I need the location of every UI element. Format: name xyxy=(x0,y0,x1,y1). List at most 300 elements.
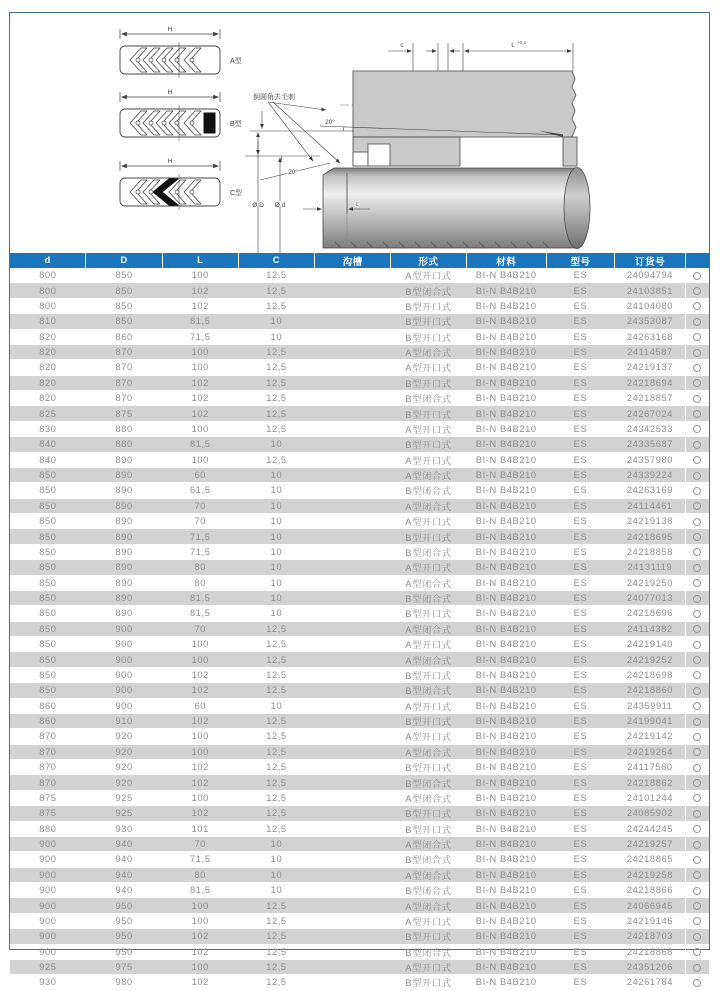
table-cell: 910 xyxy=(115,716,133,727)
table-cell: 890 xyxy=(115,562,133,573)
availability-circle-icon xyxy=(693,656,701,664)
availability-cell xyxy=(685,344,709,359)
table-cell: 71,5 xyxy=(190,854,211,865)
availability-circle-icon xyxy=(693,272,701,280)
table-row xyxy=(10,883,709,898)
table-cell: 12,5 xyxy=(266,347,287,358)
table-cell: 100 xyxy=(191,454,209,465)
table-cell: 24219137 xyxy=(626,362,674,373)
table-cell: B型开口式 xyxy=(405,409,452,420)
table-cell: ES xyxy=(573,885,588,896)
column-header: 订货号 xyxy=(615,253,686,268)
dim-h-label-a: H xyxy=(167,26,173,33)
table-cell: BI-N B4B210 xyxy=(475,746,537,757)
table-cell: 24263169 xyxy=(626,485,674,496)
availability-cell xyxy=(685,975,709,990)
availability-circle-icon xyxy=(693,641,701,649)
table-cell: A型开口式 xyxy=(405,271,452,282)
table-cell: 850 xyxy=(115,270,133,281)
table-row xyxy=(10,344,709,359)
table-row xyxy=(10,314,709,329)
table-cell: 24219138 xyxy=(626,516,674,527)
table-cell: 10 xyxy=(270,593,283,604)
table-cell xyxy=(315,652,391,667)
availability-cell xyxy=(685,437,709,452)
table-cell: 24218695 xyxy=(626,531,674,542)
table-cell: 850 xyxy=(115,316,133,327)
availability-circle-icon xyxy=(693,379,701,387)
table-cell xyxy=(315,514,391,529)
table-cell: BI-N B4B210 xyxy=(475,377,537,388)
table-cell: 920 xyxy=(115,777,133,788)
table-cell: B型开口式 xyxy=(405,763,452,774)
table-cell: ES xyxy=(573,362,588,373)
table-cell: ES xyxy=(573,439,588,450)
table-cell: 900 xyxy=(39,900,57,911)
availability-cell xyxy=(685,913,709,928)
table-cell: 850 xyxy=(39,593,57,604)
table-row xyxy=(10,698,709,713)
table-cell: A型闭合式 xyxy=(405,624,452,635)
table-cell: A型闭合式 xyxy=(405,747,452,758)
table-cell: 12,5 xyxy=(266,731,287,742)
table-cell xyxy=(315,806,391,821)
table-row xyxy=(10,944,709,959)
table-cell: 875 xyxy=(115,408,133,419)
availability-circle-icon xyxy=(693,964,701,972)
table-cell: B型闭合式 xyxy=(405,778,452,789)
availability-cell xyxy=(685,590,709,605)
table-cell: 70 xyxy=(194,839,207,850)
table-cell: 12,5 xyxy=(266,423,287,434)
table-cell: BI-N B4B210 xyxy=(475,931,537,942)
table-cell: BI-N B4B210 xyxy=(475,454,537,465)
table-cell: 830 xyxy=(39,423,57,434)
table-cell xyxy=(315,544,391,559)
table-cell: 875 xyxy=(39,792,57,803)
table-cell: BI-N B4B210 xyxy=(475,685,537,696)
table-cell: 12,5 xyxy=(266,946,287,957)
table-cell: ES xyxy=(573,762,588,773)
dim-c-top-label: c xyxy=(400,42,404,49)
table-cell xyxy=(315,575,391,590)
table-cell: 71,5 xyxy=(190,531,211,542)
table-cell: B型开口式 xyxy=(405,670,452,681)
availability-circle-icon xyxy=(693,948,701,956)
table-cell: 840 xyxy=(39,439,57,450)
column-header: 形式 xyxy=(391,253,467,268)
table-cell: A型开口式 xyxy=(405,916,452,927)
table-cell: 890 xyxy=(115,516,133,527)
table-cell: ES xyxy=(573,608,588,619)
table-cell xyxy=(315,375,391,390)
table-cell: 12,5 xyxy=(266,762,287,773)
table-header-row xyxy=(10,253,709,268)
table-cell: BI-N B4B210 xyxy=(475,716,537,727)
table-cell: 24218703 xyxy=(626,931,674,942)
availability-circle-icon xyxy=(693,595,701,603)
table-cell: 12,5 xyxy=(266,362,287,373)
shaft xyxy=(323,168,577,248)
table-cell: BI-N B4B210 xyxy=(475,962,537,973)
angle-upper-label: 20° xyxy=(325,119,335,126)
table-cell xyxy=(315,360,391,375)
table-cell: 12,5 xyxy=(266,962,287,973)
table-cell: 800 xyxy=(39,270,57,281)
table-cell: 10 xyxy=(270,854,283,865)
table-cell: 70 xyxy=(194,500,207,511)
table-cell: BI-N B4B210 xyxy=(475,577,537,588)
table-cell: ES xyxy=(573,746,588,757)
table-cell: 900 xyxy=(115,639,133,650)
table-cell: BI-N B4B210 xyxy=(475,316,537,327)
table-cell: 12,5 xyxy=(266,669,287,680)
table-cell: BI-N B4B210 xyxy=(475,500,537,511)
table-cell: 900 xyxy=(115,654,133,665)
table-cell: 24219142 xyxy=(626,731,674,742)
availability-circle-icon xyxy=(693,779,701,787)
table-row xyxy=(10,975,709,990)
availability-cell xyxy=(685,944,709,959)
table-cell: 81,5 xyxy=(190,593,211,604)
table-cell: 24104080 xyxy=(626,300,674,311)
table-cell xyxy=(315,637,391,652)
table-cell: ES xyxy=(573,623,588,634)
availability-cell xyxy=(685,898,709,913)
table-cell: ES xyxy=(573,700,588,711)
size-table xyxy=(10,253,709,991)
table-cell: ES xyxy=(573,546,588,557)
table-cell: 24101244 xyxy=(626,792,674,803)
availability-circle-icon xyxy=(693,441,701,449)
availability-cell xyxy=(685,329,709,344)
availability-cell xyxy=(685,667,709,682)
table-cell: 12,5 xyxy=(266,746,287,757)
table-row xyxy=(10,406,709,421)
availability-circle-icon xyxy=(693,302,701,310)
table-cell: 10 xyxy=(270,700,283,711)
table-cell: 70 xyxy=(194,516,207,527)
table-cell: 100 xyxy=(191,639,209,650)
table-row xyxy=(10,652,709,667)
availability-circle-icon xyxy=(693,810,701,818)
table-cell: 70 xyxy=(194,623,207,634)
table-row xyxy=(10,929,709,944)
table-cell xyxy=(315,421,391,436)
table-row xyxy=(10,467,709,482)
table-cell: B型开口式 xyxy=(405,809,452,820)
table-cell: 102 xyxy=(191,777,209,788)
table-cell: 71,5 xyxy=(190,331,211,342)
table-cell xyxy=(315,698,391,713)
availability-circle-icon xyxy=(693,841,701,849)
availability-circle-icon xyxy=(693,456,701,464)
table-cell: ES xyxy=(573,577,588,588)
table-cell xyxy=(315,621,391,636)
table-cell: 24357980 xyxy=(626,454,674,465)
table-cell: 870 xyxy=(39,746,57,757)
table-cell: B型开口式 xyxy=(405,717,452,728)
table-row xyxy=(10,421,709,436)
availability-cell xyxy=(685,498,709,513)
table-cell xyxy=(315,883,391,898)
table-cell: 10 xyxy=(270,316,283,327)
availability-cell xyxy=(685,790,709,805)
table-cell: 950 xyxy=(115,931,133,942)
table-cell: 102 xyxy=(191,946,209,957)
table-cell: B型闭合式 xyxy=(405,686,452,697)
table-cell xyxy=(315,898,391,913)
availability-cell xyxy=(685,744,709,759)
table-cell: 890 xyxy=(115,608,133,619)
table-cell: ES xyxy=(573,654,588,665)
table-cell: 890 xyxy=(115,531,133,542)
table-cell: 12,5 xyxy=(266,977,287,988)
table-cell xyxy=(315,606,391,621)
availability-cell xyxy=(685,391,709,406)
table-cell: 12,5 xyxy=(266,931,287,942)
table-cell xyxy=(315,744,391,759)
table-cell xyxy=(315,498,391,513)
table-cell: 940 xyxy=(115,885,133,896)
availability-cell xyxy=(685,852,709,867)
table-cell: A型闭合式 xyxy=(405,501,452,512)
table-cell: 102 xyxy=(191,393,209,404)
table-cell: 900 xyxy=(39,854,57,865)
table-row xyxy=(10,667,709,682)
table-cell: 900 xyxy=(115,623,133,634)
table-cell: 12,5 xyxy=(266,270,287,281)
table-cell: 24219146 xyxy=(626,915,674,926)
table-cell: 12,5 xyxy=(266,823,287,834)
table-row xyxy=(10,329,709,344)
table-cell: 900 xyxy=(39,931,57,942)
profile-a-type-label: A型 xyxy=(230,58,242,65)
table-cell: BI-N B4B210 xyxy=(475,531,537,542)
table-cell: 24219140 xyxy=(626,639,674,650)
table-cell: 950 xyxy=(115,900,133,911)
table-cell: BI-N B4B210 xyxy=(475,654,537,665)
table-cell: 860 xyxy=(39,700,57,711)
table-cell: 24218698 xyxy=(626,669,674,680)
table-cell: 900 xyxy=(115,685,133,696)
table-cell: BI-N B4B210 xyxy=(475,854,537,865)
table-cell: B型开口式 xyxy=(405,317,452,328)
table-cell: B型开口式 xyxy=(405,978,452,989)
availability-cell xyxy=(685,360,709,375)
table-cell: ES xyxy=(573,377,588,388)
table-cell: 24218857 xyxy=(626,393,674,404)
table-cell: 890 xyxy=(115,577,133,588)
table-cell: 24353087 xyxy=(626,316,674,327)
dim-h-label-b: H xyxy=(167,89,173,96)
top-dimensions xyxy=(388,43,573,71)
table-cell: A型开口式 xyxy=(405,424,452,435)
table-cell: BI-N B4B210 xyxy=(475,270,537,281)
availability-circle-icon xyxy=(693,318,701,326)
table-cell: 24219254 xyxy=(626,746,674,757)
table-cell: 10 xyxy=(270,546,283,557)
table-cell: 100 xyxy=(191,900,209,911)
table-cell: 850 xyxy=(39,516,57,527)
table-cell: 850 xyxy=(115,300,133,311)
table-cell: A型闭合式 xyxy=(405,870,452,881)
table-cell: 10 xyxy=(270,500,283,511)
table-cell: B型闭合式 xyxy=(405,886,452,897)
table-cell: 870 xyxy=(115,393,133,404)
table-cell: 24335687 xyxy=(626,439,674,450)
table-cell: 81,5 xyxy=(190,439,211,450)
table-cell: BI-N B4B210 xyxy=(475,823,537,834)
availability-cell xyxy=(685,268,709,283)
table-cell: B型开口式 xyxy=(405,932,452,943)
availability-cell xyxy=(685,836,709,851)
table-cell: B型开口式 xyxy=(405,440,452,451)
availability-cell xyxy=(685,560,709,575)
table-cell: 950 xyxy=(115,946,133,957)
table-cell xyxy=(315,713,391,728)
table-cell: 10 xyxy=(270,516,283,527)
table-cell: ES xyxy=(573,593,588,604)
table-cell: ES xyxy=(573,423,588,434)
table-cell: B型闭合式 xyxy=(405,286,452,297)
table-cell: 102 xyxy=(191,285,209,296)
table-cell xyxy=(315,467,391,482)
table-cell: 24094794 xyxy=(626,270,674,281)
table-row xyxy=(10,775,709,790)
table-cell: 920 xyxy=(115,746,133,757)
table-cell: BI-N B4B210 xyxy=(475,408,537,419)
table-cell: 24342533 xyxy=(626,423,674,434)
table-row xyxy=(10,375,709,390)
table-cell: 825 xyxy=(39,408,57,419)
availability-circle-icon xyxy=(693,610,701,618)
table-cell: 81,5 xyxy=(190,316,211,327)
table-cell: BI-N B4B210 xyxy=(475,900,537,911)
table-cell: 24219258 xyxy=(626,869,674,880)
table-cell: 81,5 xyxy=(190,885,211,896)
availability-cell xyxy=(685,298,709,313)
table-cell: 24218865 xyxy=(626,854,674,865)
table-cell xyxy=(315,298,391,313)
table-cell: ES xyxy=(573,470,588,481)
table-cell: B型开口式 xyxy=(405,609,452,620)
table-cell: 80 xyxy=(194,562,207,573)
table-cell: 900 xyxy=(39,946,57,957)
table-cell: BI-N B4B210 xyxy=(475,869,537,880)
table-row xyxy=(10,637,709,652)
table-cell: A型开口式 xyxy=(405,701,452,712)
availability-cell xyxy=(685,606,709,621)
table-cell xyxy=(315,775,391,790)
table-cell: BI-N B4B210 xyxy=(475,946,537,957)
table-cell: 10 xyxy=(270,839,283,850)
table-cell: BI-N B4B210 xyxy=(475,546,537,557)
table-cell: 100 xyxy=(191,347,209,358)
table-row xyxy=(10,283,709,298)
table-cell: 850 xyxy=(115,285,133,296)
table-cell: BI-N B4B210 xyxy=(475,285,537,296)
table-cell: 24114587 xyxy=(627,347,673,358)
table-cell: ES xyxy=(573,808,588,819)
availability-cell xyxy=(685,806,709,821)
table-cell: 12,5 xyxy=(266,792,287,803)
table-cell xyxy=(315,667,391,682)
angle-lower-label: 20° xyxy=(288,169,298,176)
table-cell: 80 xyxy=(194,577,207,588)
table-cell: 850 xyxy=(39,485,57,496)
table-cell: B型闭合式 xyxy=(405,947,452,958)
table-cell: 900 xyxy=(115,669,133,680)
table-cell: 12,5 xyxy=(266,716,287,727)
availability-cell xyxy=(685,683,709,698)
availability-cell xyxy=(685,283,709,298)
availability-circle-icon xyxy=(693,671,701,679)
table-row xyxy=(10,498,709,513)
table-cell: BI-N B4B210 xyxy=(475,885,537,896)
table-cell: 850 xyxy=(39,669,57,680)
table-cell: 12,5 xyxy=(266,915,287,926)
table-cell: 12,5 xyxy=(266,808,287,819)
table-cell: 940 xyxy=(115,839,133,850)
table-cell: 60 xyxy=(194,700,207,711)
table-cell: 102 xyxy=(191,762,209,773)
table-cell: 850 xyxy=(39,546,57,557)
table-cell: ES xyxy=(573,270,588,281)
availability-circle-icon xyxy=(693,764,701,772)
table-cell: 890 xyxy=(115,593,133,604)
table-cell: 60 xyxy=(194,470,207,481)
availability-circle-icon xyxy=(693,502,701,510)
dim-l-label: L xyxy=(511,42,515,49)
table-cell: BI-N B4B210 xyxy=(475,808,537,819)
table-cell: 870 xyxy=(115,347,133,358)
table-cell: BI-N B4B210 xyxy=(475,516,537,527)
table-cell: ES xyxy=(573,639,588,650)
table-cell xyxy=(315,344,391,359)
table-cell: 101 xyxy=(191,823,209,834)
availability-cell xyxy=(685,529,709,544)
table-cell: 102 xyxy=(191,408,209,419)
table-cell: 925 xyxy=(115,792,133,803)
table-cell: ES xyxy=(573,347,588,358)
table-cell xyxy=(315,483,391,498)
table-cell: ES xyxy=(573,946,588,957)
table-cell: A型闭合式 xyxy=(405,471,452,482)
table-cell: 100 xyxy=(191,654,209,665)
table-cell: A型开口式 xyxy=(405,732,452,743)
table-row xyxy=(10,483,709,498)
table-cell: 820 xyxy=(39,393,57,404)
column-header: 型号 xyxy=(546,253,615,268)
table-cell: 12,5 xyxy=(266,777,287,788)
dim-c-shaft-label: c xyxy=(355,201,359,208)
table-cell: BI-N B4B210 xyxy=(475,762,537,773)
availability-cell xyxy=(685,959,709,974)
table-cell: 10 xyxy=(270,577,283,588)
table-cell: A型开口式 xyxy=(405,563,452,574)
table-cell: ES xyxy=(573,962,588,973)
table-cell xyxy=(315,975,391,990)
table-cell: 12,5 xyxy=(266,377,287,388)
table-cell: 24085902 xyxy=(626,808,674,819)
table-row xyxy=(10,790,709,805)
profile-a-drawing xyxy=(120,26,242,78)
availability-circle-icon xyxy=(693,548,701,556)
availability-circle-icon xyxy=(693,487,701,495)
table-cell: A型闭合式 xyxy=(405,793,452,804)
table-cell: BI-N B4B210 xyxy=(475,439,537,450)
